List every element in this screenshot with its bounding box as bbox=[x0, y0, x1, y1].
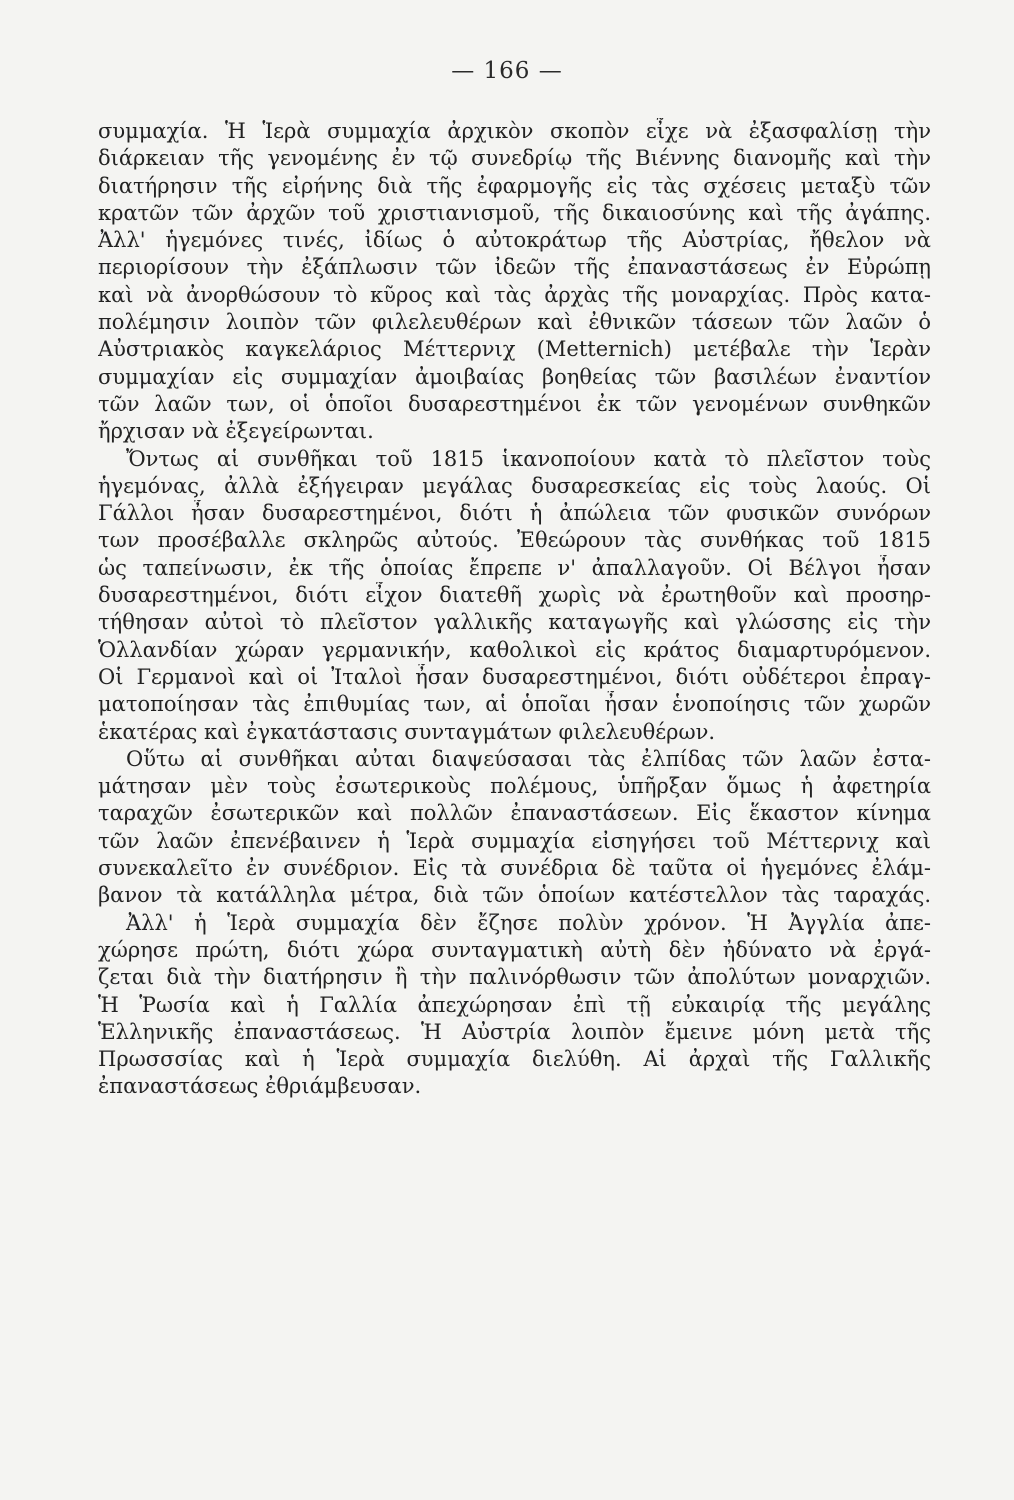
text-line: Ἡ Ῥωσία καὶ ἡ Γαλλία ἀπεχώρησαν ἐπὶ τῇ εὐκαιρίᾳ τῆς μεγάλης bbox=[98, 992, 931, 1017]
text-line: διάρκειαν τῆς γενομένης ἐν τῷ συνεδρίῳ τῆς Βιέννης διανομῆς καὶ τὴν bbox=[98, 146, 931, 171]
text-line: καὶ νὰ ἀνορθώσουν τὸ κῦρος καὶ τὰς ἀρχὰς τῆς μοναρχίας. Πρὸς κατα- bbox=[98, 282, 931, 307]
text-line: βανον τὰ κατάλληλα μέτρα, διὰ τῶν ὁποίων κατέστελλον τὰς ταραχάς. bbox=[98, 883, 931, 908]
text-line: Ὄντως αἱ συνθῆκαι τοῦ 1815 ἱκανοποίουν κατὰ τὸ πλεῖστον τοὺς bbox=[126, 446, 931, 471]
text-line: τῶν λαῶν ἐπενέβαινεν ἡ Ἱερὰ συμμαχία εἰσηγήσει τοῦ Μέττερνιχ καὶ bbox=[98, 828, 931, 853]
text-line: ταραχῶν ἐσωτερικῶν καὶ πολλῶν ἐπαναστάσεων. Εἰς ἕκαστον κίνημα bbox=[98, 801, 931, 826]
text-line: διατήρησιν τῆς εἰρήνης διὰ τῆς ἐφαρμογῆς εἰς τὰς σχέσεις μεταξὺ τῶν bbox=[98, 173, 931, 198]
text-line: Γάλλοι ἦσαν δυσαρεστημένοι, διότι ἡ ἀπώλεια τῶν φυσικῶν συνόρων bbox=[98, 501, 931, 526]
text-line: Πρωσσσίας καὶ ἡ Ἱερὰ συμμαχία διελύθη. Αἱ ἀρχαὶ τῆς Γαλλικῆς bbox=[98, 1047, 931, 1072]
text-line: ὡς ταπείνωσιν, ἐκ τῆς ὁποίας ἔπρεπε ν' ἀπαλλαγοῦν. Οἱ Βέλγοι ἦσαν bbox=[98, 555, 931, 580]
text-line: Αὐστριακὸς καγκελάριος Μέττερνιχ (Metternich) μετέβαλε τὴν Ἱερὰν bbox=[98, 337, 931, 362]
text-line: ἤρχισαν νὰ ἐξεγείρωνται. bbox=[98, 419, 374, 444]
text-line: τῶν λαῶν των, οἱ ὁποῖοι δυσαρεστημένοι ἐκ τῶν γενομένων συνθηκῶν bbox=[98, 391, 931, 416]
text-line: Ὁλλανδίαν χώραν γερμανικήν, καθολικοὶ εἰς κράτος διαμαρτυρόμενον. bbox=[98, 637, 931, 662]
text-line: Οἱ Γερμανοὶ καὶ οἱ Ἰταλοὶ ἦσαν δυσαρεστημένοι, διότι οὐδέτεροι ἐπραγ- bbox=[98, 664, 931, 689]
text-line: μάτησαν μὲν τοὺς ἐσωτερικοὺς πολέμους, ὑπῆρξαν ὅμως ἡ ἀφετηρία bbox=[98, 774, 931, 799]
text-line: των προσέβαλλε σκληρῶς αὐτούς. Ἐθεώρουν τὰς συνθήκας τοῦ 1815 bbox=[98, 528, 931, 553]
text-line: ἐπαναστάσεως ἐθριάμβευσαν. bbox=[98, 1074, 422, 1099]
text-line: τήθησαν αὐτοὶ τὸ πλεῖστον γαλλικῆς καταγωγῆς καὶ γλώσσης εἰς τὴν bbox=[98, 610, 931, 635]
text-line: ἡγεμόνας, ἀλλὰ ἐξήγειραν μεγάλας δυσαρεσκείας εἰς τοὺς λαούς. Οἱ bbox=[98, 473, 931, 498]
page-number: — 166 — bbox=[451, 58, 563, 84]
text-line: Ἀλλ' ἡγεμόνες τινές, ἰδίως ὁ αὐτοκράτωρ τῆς Αὐστρίας, ἤθελον νὰ bbox=[98, 228, 931, 253]
text-line: περιορίσουν τὴν ἐξάπλωσιν τῶν ἰδεῶν τῆς ἐπαναστάσεως ἐν Εὐρώπῃ bbox=[98, 255, 931, 280]
text-line: Ἀλλ' ἡ Ἱερὰ συμμαχία δὲν ἔζησε πολὺν χρόνον. Ἡ Ἀγγλία ἀπε- bbox=[126, 910, 931, 935]
body-text bbox=[98, 118, 931, 1101]
text-line: Οὕτω αἱ συνθῆκαι αὐται διαψεύσασαι τὰς ἐλπίδας τῶν λαῶν ἐστα- bbox=[126, 746, 931, 771]
text-line: ζεται διὰ τὴν διατήρησιν ἢ τὴν παλινόρθωσιν τῶν ἀπολύτων μοναρχιῶν. bbox=[98, 965, 931, 990]
text-line: χώρησε πρώτη, διότι χώρα συνταγματικὴ αὐτὴ δὲν ἠδύνατο νὰ ἐργά- bbox=[98, 937, 931, 962]
text-line: ἑκατέρας καὶ ἐγκατάστασις συνταγμάτων φιλελευθέρων. bbox=[98, 719, 716, 744]
text-line: συμμαχία. Ἡ Ἱερὰ συμμαχία ἀρχικὸν σκοπὸν εἶχε νὰ ἐξασφαλίσῃ τὴν bbox=[98, 119, 931, 143]
text-line: κρατῶν τῶν ἀρχῶν τοῦ χριστιανισμοῦ, τῆς δικαιοσύνης καὶ τῆς ἀγάπης. bbox=[98, 200, 931, 225]
text-line: συμμαχίαν εἰς συμμαχίαν ἀμοιβαίας βοηθείας τῶν βασιλέων ἐναντίον bbox=[98, 364, 931, 389]
text-line: δυσαρεστημένοι, διότι εἶχον διατεθῆ χωρὶς νὰ ἐρωτηθοῦν καὶ προσηρ- bbox=[98, 583, 931, 608]
text-line: ματοποίησαν τὰς ἐπιθυμίας των, αἱ ὁποῖαι ἦσαν ἑνοποίησις τῶν χωρῶν bbox=[98, 692, 931, 717]
text-line: συνεκαλεῖτο ἐν συνέδριον. Εἰς τὰ συνέδρια δὲ ταῦτα οἱ ἡγεμόνες ἐλάμ- bbox=[98, 856, 931, 881]
text-line: Ἑλληνικῆς ἐπαναστάσεως. Ἡ Αὐστρία λοιπὸν ἔμεινε μόνη μετὰ τῆς bbox=[98, 1019, 931, 1044]
text-line: πολέμησιν λοιπὸν τῶν φιλελευθέρων καὶ ἐθνικῶν τάσεων τῶν λαῶν ὁ bbox=[98, 310, 931, 335]
